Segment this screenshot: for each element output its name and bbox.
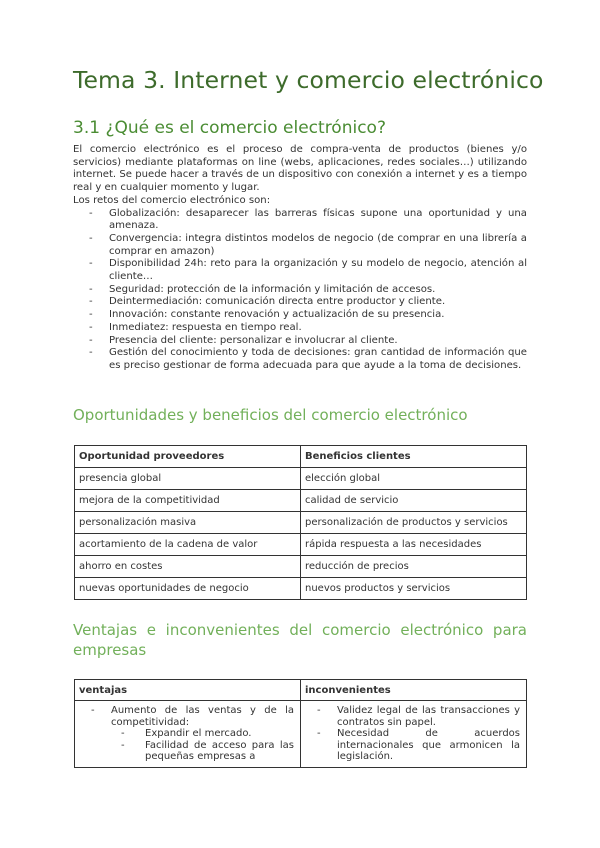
cell: presencia global [75,468,301,490]
cell: acortamiento de la cadena de valor [75,534,301,556]
section-body [73,144,527,373]
header-cell: ventajas [75,680,301,701]
cell: nuevas oportunidades de negocio [75,578,301,600]
ventajas-cell [75,701,301,768]
list-item: - Necesidad de acuerdos internacionales que armonicen la legislación. [307,728,520,763]
table-row [75,512,527,534]
inconvenientes-cell [301,701,527,768]
ventajas-heading: Ventajas e inconvenientes del comercio electrónico para empresas [73,621,527,659]
table-row [75,556,527,578]
retos-list [73,208,527,373]
cell: personalización masiva [75,512,301,534]
list-item: - Facilidad de acceso para las pequeñas empresas a [111,740,294,763]
cell: mejora de la competitividad [75,490,301,512]
list-item: - Convergencia: integra distintos modelos de negocio (de comprar en una librería a comprar en amazon) [73,233,527,258]
list-item: - Validez legal de las transacciones y contratos sin papel. [307,705,520,728]
section-heading: 3.1 ¿Qué es el comercio electrónico? [73,118,386,138]
table-row [75,701,527,768]
list-item: - Disponibilidad 24h: reto para la organización y su modelo de negocio, atención al cliente… [73,258,527,283]
table-row [75,534,527,556]
page-title: Tema 3. Internet y comercio electrónico [73,66,544,94]
oportunidades-table [74,445,527,600]
cell: elección global [301,468,527,490]
intro-paragraph: El comercio electrónico es el proceso de compra-venta de productos (bienes y/o servicios) mediante plataformas on line (webs, aplicaciones, redes sociales…) utilizando internet. Se puede hacer a través de un dispositivo con conexión a internet y es a tiempo real y en cualquier momento y lugar. [73,144,527,194]
oportunidades-heading: Oportunidades y beneficios del comercio electrónico [73,406,468,424]
list-item: - Deintermediación: comunicación directa entre productor y cliente. [73,296,527,309]
list-item: - Inmediatez: respuesta en tiempo real. [73,322,527,335]
table-header-row [75,446,527,468]
list-item: - Gestión del conocimiento y toda de decisiones: gran cantidad de información que es preciso gestionar de forma adecuada para que ayude a la toma de decisiones. [73,347,527,372]
cell: nuevos productos y servicios [301,578,527,600]
list-item-text: Aumento de las ventas y de la competitividad: [111,705,294,728]
cell: personalización de productos y servicios [301,512,527,534]
retos-intro: Los retos del comercio electrónico son: [73,194,271,206]
list-item: - Presencia del cliente: personalizar e involucrar al cliente. [73,335,527,348]
header-cell: inconvenientes [301,680,527,701]
list-item: - Seguridad: protección de la información y limitación de accesos. [73,284,527,297]
header-cell: Oportunidad proveedores [75,446,301,468]
table-row [75,468,527,490]
table-row [75,578,527,600]
list-item [81,705,294,763]
list-item: - Innovación: constante renovación y actualización de su presencia. [73,309,527,322]
ventajas-table [74,679,527,768]
table-row [75,490,527,512]
table-header-row [75,680,527,701]
cell: rápida respuesta a las necesidades [301,534,527,556]
cell: reducción de precios [301,556,527,578]
list-item: - Expandir el mercado. [111,728,294,740]
list-item: - Globalización: desaparecer las barreras físicas supone una oportunidad y una amenaza. [73,208,527,233]
header-cell: Beneficios clientes [301,446,527,468]
cell: ahorro en costes [75,556,301,578]
cell: calidad de servicio [301,490,527,512]
